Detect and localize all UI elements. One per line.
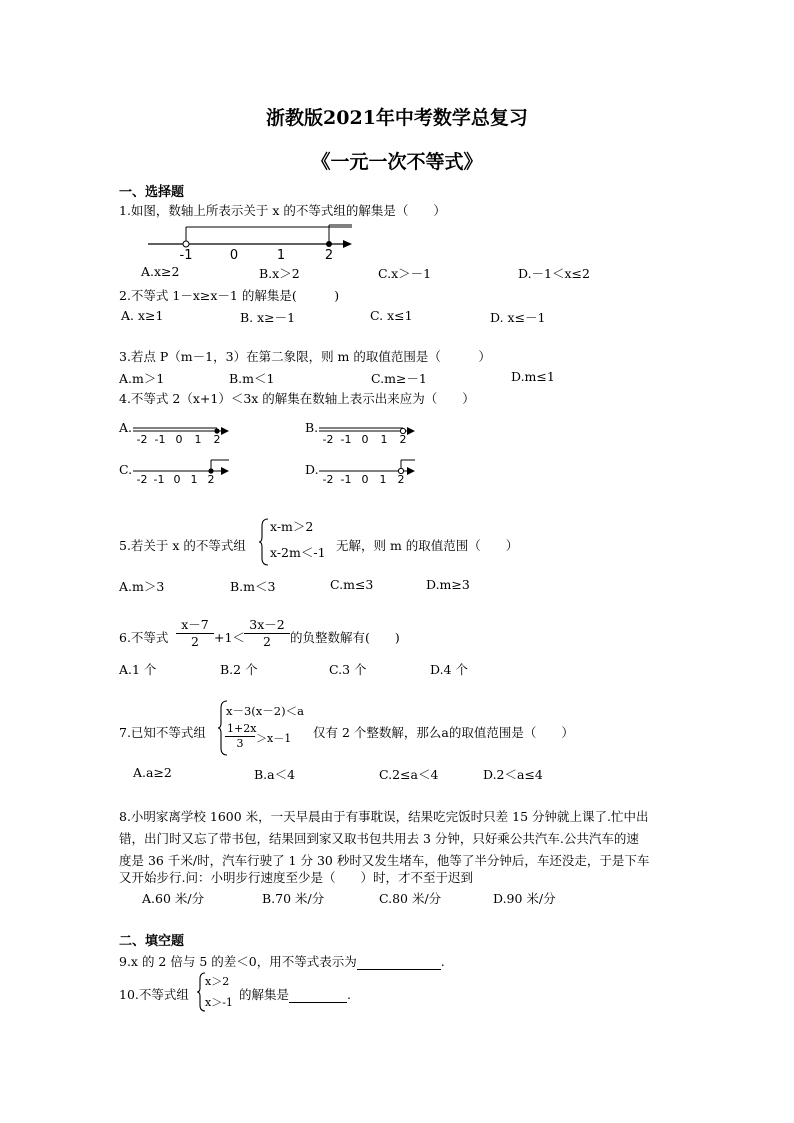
question-1-stem: 1.如图，数轴上所表示关于 x 的不等式组的解集是（ ） (119, 203, 446, 218)
q5-option-c: C.m≤3 (330, 577, 374, 592)
q4-number-line-d (317, 456, 417, 486)
question-7-suffix: 仅有 2 个整数解，那么a的取值范围是（ ） (313, 725, 574, 740)
question-10-tail (239, 985, 351, 1003)
svg-text:1: 1 (194, 433, 202, 446)
q1-number-line (140, 222, 360, 262)
question-8-line-3: 度是 36 千米/时，汽车行驶了 1 分 30 秒时又发生堵车，他等了半分钟后，车还没走，于是下车 (119, 853, 650, 868)
q7-option-b: B.a＜4 (254, 767, 296, 782)
q1-option-d: D.－1＜x≤2 (518, 266, 590, 281)
question-6-prefix: 6.不等式 (119, 630, 169, 645)
svg-text:1: 1 (190, 473, 198, 486)
q6-fraction-2-denominator: 2 (263, 634, 271, 649)
q7-system-line-1: x－3(x－2)＜a (226, 704, 304, 718)
page-subtitle: 《一元一次不等式》 (311, 151, 483, 173)
svg-text:-1: -1 (340, 433, 352, 446)
question-10-prefix: 10.不等式组 (119, 987, 189, 1002)
q4-number-line-a (131, 420, 231, 446)
q1-tick-label: 2 (324, 248, 334, 262)
q6-option-c: C.3 个 (329, 662, 367, 677)
question-5-prefix: 5.若关于 x 的不等式组 (119, 538, 246, 553)
svg-text:1: 1 (380, 433, 388, 446)
q10-system-line-2: x＞-1 (205, 996, 233, 1009)
question-4-stem: 4.不等式 2（x+1）＜3x 的解集在数轴上表示出来应为（ ） (119, 391, 475, 406)
q5-option-b: B.m＜3 (230, 579, 276, 594)
q1-option-a: A.x≥2 (141, 264, 180, 279)
q6-fraction-1-numerator: x－7 (176, 615, 214, 634)
q2-option-d: D. x≤－1 (490, 310, 546, 325)
svg-text:0: 0 (361, 473, 369, 486)
question-10-suffix: 的解集是 (239, 987, 290, 1002)
q10-answer-blank[interactable] (289, 988, 347, 1003)
q8-option-b: B.70 米/分 (262, 891, 325, 906)
question-10-end: . (347, 987, 351, 1002)
q1-tick-label: -1 (179, 248, 193, 262)
q4-label-a: A. (119, 420, 133, 435)
q7-line-2-fraction (225, 722, 255, 751)
question-8-line-1: 8.小明家离学校 1600 米，一天早晨由于有事耽误，结果吃完饭时只差 15 分钟就上课了.忙中出 (119, 809, 649, 824)
q5-option-d: D.m≥3 (426, 577, 470, 592)
svg-text:2: 2 (213, 433, 221, 446)
q3-option-c: C.m≥－1 (371, 371, 427, 386)
q3-option-b: B.m＜1 (229, 371, 275, 386)
section-heading-choice: 一、选择题 (119, 185, 185, 200)
page-title: 浙教版2021年中考数学总复习 (266, 107, 528, 129)
q6-option-b: B.2 个 (220, 662, 258, 677)
question-7-prefix: 7.已知不等式组 (119, 725, 206, 740)
q6-fraction-1-denominator: 2 (191, 634, 199, 649)
q5-system-line-2: x-2m＜-1 (270, 545, 326, 560)
q7-option-c: C.2≤a＜4 (379, 767, 439, 782)
section-heading-fill: 二、填空题 (119, 934, 185, 949)
question-3-stem: 3.若点 P（m－1，3）在第二象限，则 m 的取值范围是（ ） (119, 349, 491, 364)
question-2-stem: 2.不等式 1－x≥x－1 的解集是( ) (119, 288, 340, 303)
svg-text:0: 0 (361, 433, 369, 446)
q6-middle: +1＜ (214, 630, 245, 645)
svg-text:2: 2 (399, 433, 407, 446)
q7-option-a: A.a≥2 (133, 765, 172, 780)
q8-option-d: D.90 米/分 (493, 891, 556, 906)
q7-line-2-numerator: 1+2x (227, 722, 257, 735)
q7-option-d: D.2＜a≤4 (483, 767, 543, 782)
svg-text:-1: -1 (153, 473, 165, 486)
q2-option-b: B. x≥－1 (240, 310, 296, 325)
question-9-stem (119, 952, 445, 970)
q1-option-b: B.x＞2 (259, 266, 300, 281)
q8-option-c: C.80 米/分 (379, 891, 442, 906)
svg-text:0: 0 (173, 473, 181, 486)
question-8-line-4: 又开始步行.问：小明步行速度至少是（ ）时，才不至于迟到 (119, 870, 473, 885)
question-5-suffix: 无解，则 m 的取值范围（ ） (336, 538, 519, 553)
q7-line-2-rest: ＞x－1 (256, 732, 292, 745)
q3-option-a: A.m＞1 (119, 371, 165, 386)
q6-fraction-1 (176, 615, 214, 649)
svg-text:2: 2 (397, 473, 405, 486)
q2-option-c: C. x≤1 (370, 308, 413, 323)
q5-brace (258, 518, 270, 566)
q6-fraction-2-numerator: 3x－2 (244, 615, 290, 634)
q2-option-a: A. x≥1 (121, 308, 164, 323)
svg-text:-2: -2 (322, 433, 334, 446)
svg-text:-1: -1 (340, 473, 352, 486)
q5-option-a: A.m＞3 (119, 579, 165, 594)
q6-fraction-2 (244, 615, 290, 649)
svg-text:-2: -2 (136, 473, 148, 486)
q4-number-line-b (317, 420, 417, 446)
q1-tick-label: 1 (276, 248, 286, 262)
svg-text:-1: -1 (154, 433, 166, 446)
q4-label-d: D. (305, 462, 319, 477)
q1-option-c: C.x＞－1 (378, 266, 432, 281)
q6-option-a: A.1 个 (119, 662, 157, 677)
q3-option-d: D.m≤1 (511, 369, 555, 384)
q5-system-line-1: x-m＞2 (270, 519, 314, 534)
question-6-suffix: 的负整数解有( ) (290, 630, 400, 645)
q4-number-line-c (131, 456, 231, 486)
question-9-end: . (440, 954, 445, 969)
q4-label-b: B. (305, 420, 319, 435)
q4-label-c: C. (119, 462, 133, 477)
svg-text:-2: -2 (322, 473, 334, 486)
q9-answer-blank[interactable] (357, 955, 441, 970)
svg-text:1: 1 (379, 473, 387, 486)
q8-option-a: A.60 米/分 (142, 891, 205, 906)
question-8-line-2: 错，出门时又忘了带书包，结果回到家又取书包共用去 3 分钟，只好乘公共汽车.公共汽车的速 (119, 831, 639, 846)
svg-text:0: 0 (175, 433, 183, 446)
q6-option-d: D.4 个 (430, 662, 468, 677)
q1-tick-label: 0 (229, 248, 239, 262)
question-9-text: 9.x 的 2 倍与 5 的差＜0，用不等式表示为 (119, 954, 357, 969)
q7-line-2-denominator: 3 (236, 737, 244, 750)
svg-text:-2: -2 (136, 433, 148, 446)
svg-text:2: 2 (207, 473, 215, 486)
q10-system-line-1: x＞2 (205, 975, 230, 988)
